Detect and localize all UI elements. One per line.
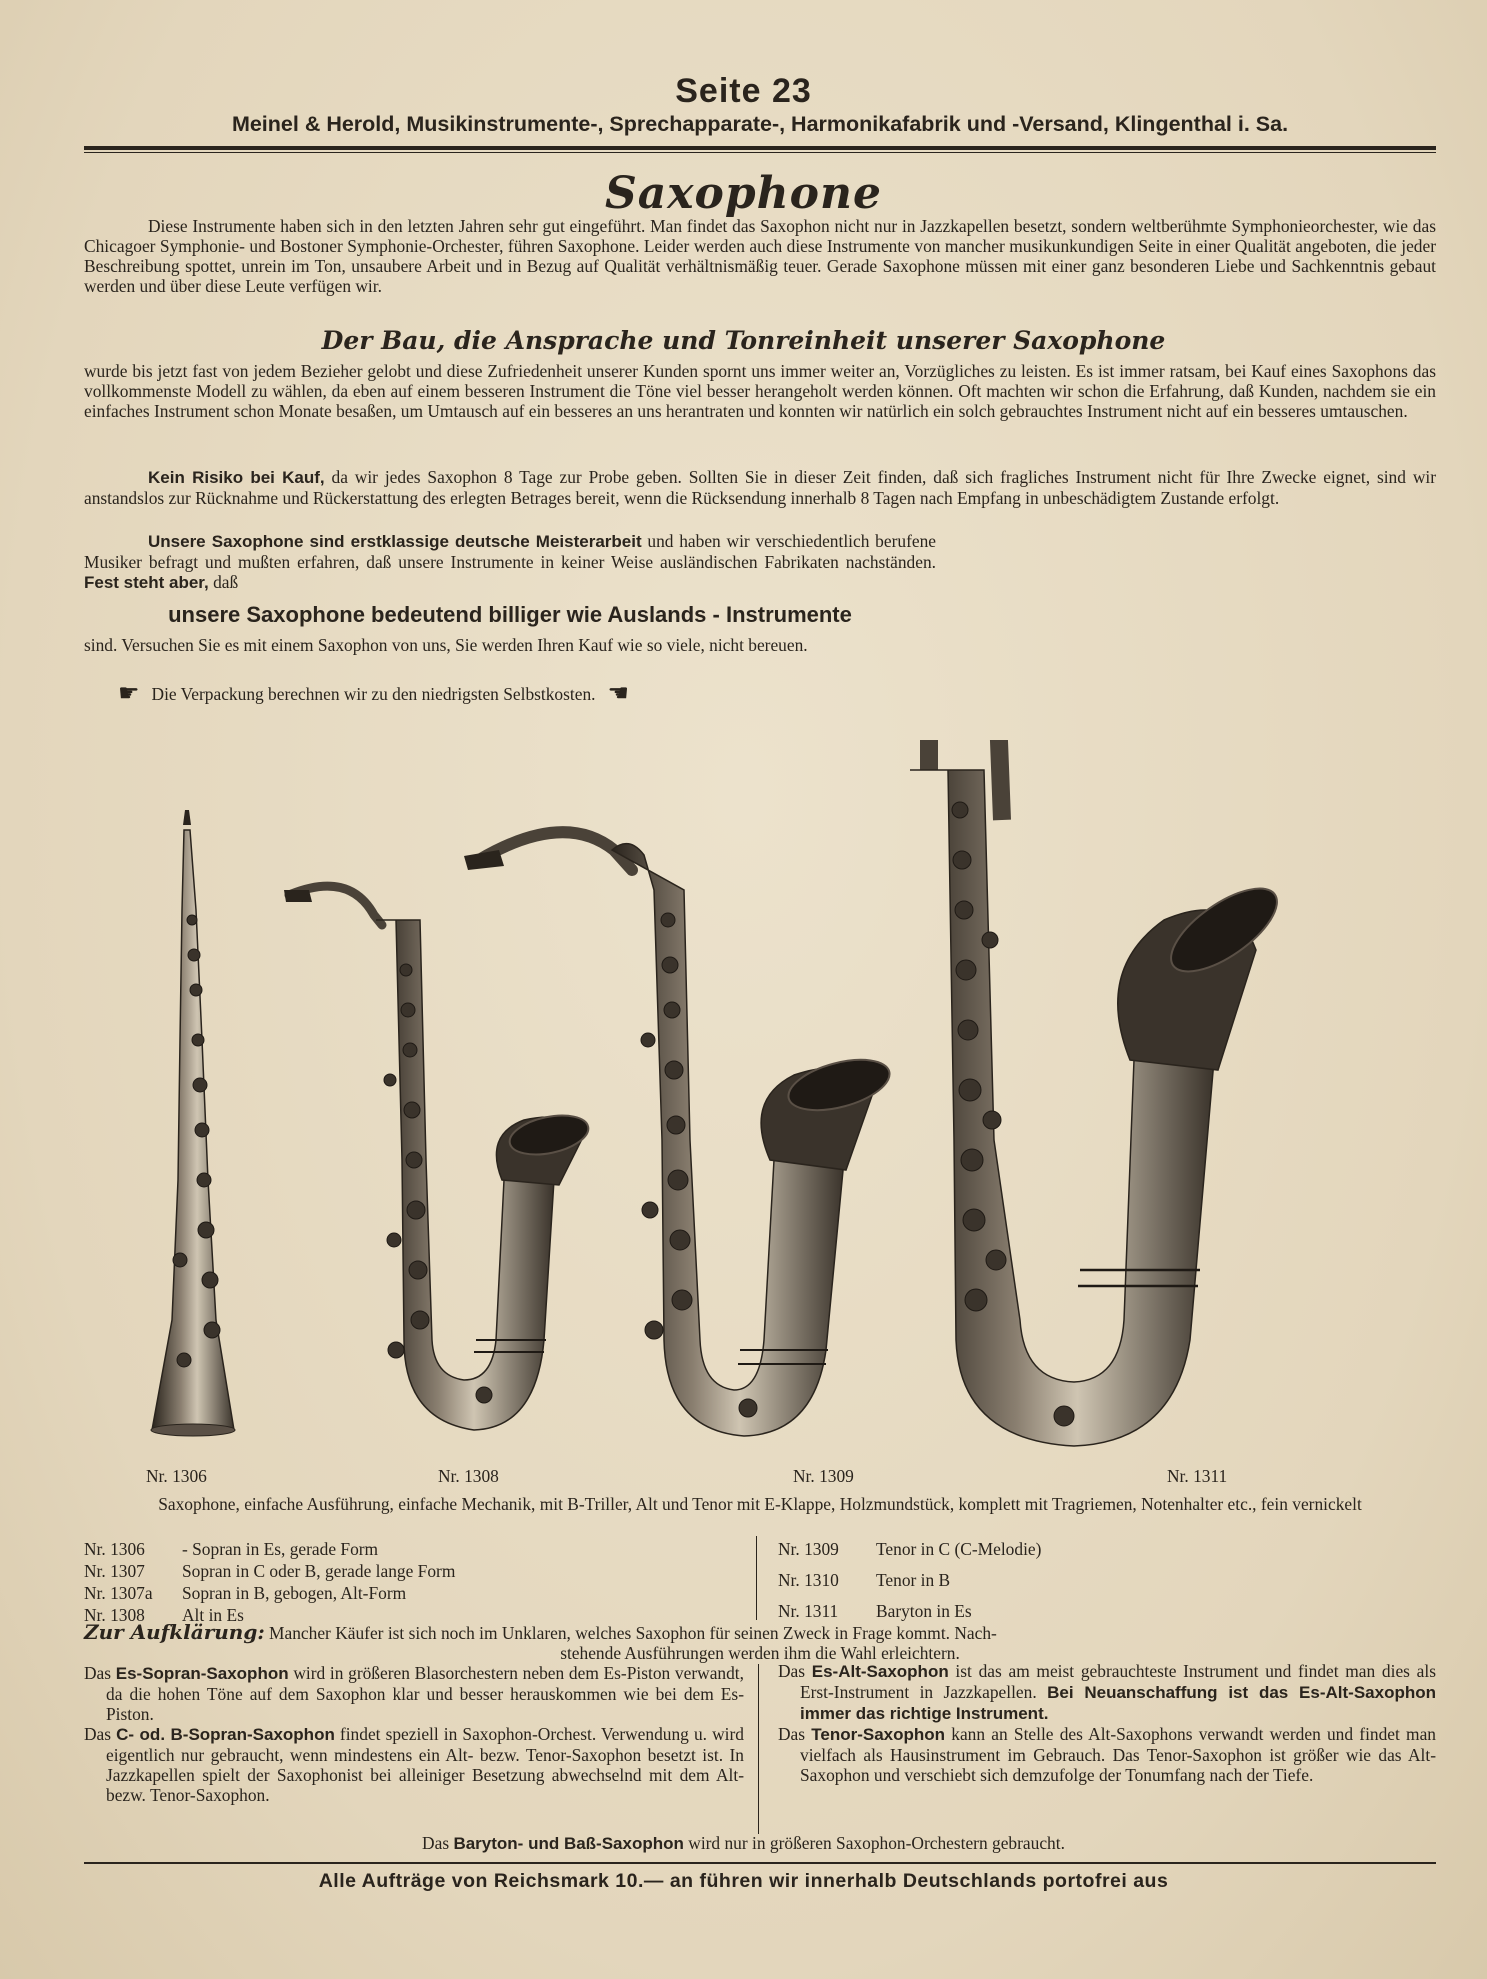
packing-text: Die Verpackung berechnen wir zu den niedrigsten Selbstkosten. [151,683,596,704]
models-divider [756,1536,757,1620]
model-row [778,1534,1041,1565]
quality-text-2: daß [208,572,239,592]
es-soprano-term: Es-Sopran-Saxophon [115,1664,289,1683]
model-number: Nr. 1311 [778,1601,839,1621]
quality-paragraph [84,531,936,593]
model-number: Nr. 1306 [84,1539,145,1559]
header-rule [84,146,1436,150]
models-list-left [84,1538,455,1626]
footer-rule [84,1862,1436,1864]
model-desc: Sopran in C oder B, gerade lange Form [182,1561,456,1581]
clarification-intro [84,1622,1436,1663]
text-span: Das [422,1833,454,1853]
models-list-right [778,1534,1041,1627]
model-number: Nr. 1310 [778,1570,839,1590]
header-rule-thin [84,152,1436,153]
intro-paragraph: Diese Instrumente haben sich in den letzten Jahren sehr gut eingeführt. Man findet das Saxophon nicht nur in Jazzkapellen besetzt, sondern weltberühmte Symphonieorchester, wie das Chicagoer Symphonie- und Bostoner Symphonie-Orchester, führen Saxophone. Leider werden auch diese Instrumente von mancher musikunkundigen Seite in einer Qualität angeboten, die jeder Beschreibung spottet, unrein im Ton, unsaubere Arbeit und in Bezug auf Qualität verhältnismäßig teuer. Gerade Saxophone müssen mit einer ganz besonderen Liebe und Sachkenntnis gebaut werden und über diese Leute verfügen wir. [84,216,1436,296]
model-row [84,1538,455,1560]
risk-paragraph [84,467,1436,508]
model-description: Saxophone, einfache Ausführung, einfache Mechanik, mit B-Triller, Alt und Tenor mit E-Klappe, Holzmundstück, komplett mit Tragriemen, Notenhalter etc., fein vernickelt [158,1494,1362,1514]
text-span: Das [778,1661,812,1681]
recommendation: Bei Neuanschaffung ist das Es-Alt-Saxophon immer das richtige Instrument. [800,1683,1436,1723]
c-b-soprano-paragraph [84,1724,744,1805]
model-desc: Baryton in Es [876,1601,972,1621]
clarification-label: Zur Aufklärung: [84,1620,265,1644]
caption-1308: Nr. 1308 [438,1466,499,1486]
text-span: Das [84,1663,116,1683]
column-divider [758,1664,759,1834]
model-desc: Sopran in B, gebogen, Alt-Form [182,1583,407,1603]
caption-1309: Nr. 1309 [793,1466,854,1486]
tenor-paragraph [778,1724,1436,1785]
section-heading: Der Bau, die Ansprache und Tonreinheit unserer Saxophone [321,326,1166,355]
model-row [84,1560,455,1582]
model-number: Nr. 1308 [84,1605,145,1625]
soprano-saxophone-1306 [151,810,235,1436]
price-claim: unsere Saxophone bedeutend billiger wie Auslands - Instrumente [168,602,852,627]
pointing-hand-icon: ☛ [118,681,140,707]
text-span: Das [778,1724,812,1744]
company-line: Meinel & Herold, Musikinstrumente-, Sprechapparate-, Harmonikafabrik und -Versand, Klingenthal i. Sa. [231,112,1289,136]
explanation-right-column [778,1661,1436,1785]
risk-text: da wir jedes Saxophon 8 Tage zur Probe geben. Sollten Sie in dieser Zeit finden, daß sich fragliches Instrument nicht für Ihre Zwecke eignet, sind wir anstandslos zur Rücknahme und Rückerstattung des erlegten Betrages bereit, wenn die Rücksendung innerhalb 8 Tagen nach Empfang in unbeschädigtem Zustande erfolgt. [84,467,1436,508]
baritone-bass-note [0,1833,1487,1854]
quality-text: und haben wir verschiedentlich berufene Musiker befragt und mußten erfahren, daß unsere Instrumente in keiner Weise ausländischen Fabrikaten nachständen. [84,531,936,572]
caption-1306: Nr. 1306 [146,1466,207,1486]
model-row [84,1582,455,1604]
model-desc: - Sopran in Es, gerade Form [182,1539,379,1559]
quality-bold: Unsere Saxophone sind erstklassige deutsche Meisterarbeit [148,532,642,551]
es-soprano-paragraph [84,1663,744,1724]
model-number: Nr. 1307 [84,1561,145,1581]
caption-1311: Nr. 1311 [1167,1466,1228,1486]
tenor-term: Tenor-Saxophon [811,1725,946,1744]
explanation-left-column [84,1663,744,1805]
pointing-hand-left-icon: ☚ [607,681,630,707]
packing-note [118,682,629,706]
text-span: wird in größeren Blasorchestern neben dem Es-Piston verwandt, da die hohen Töne auf dem Saxophon klar und besser herauskommen wie bei dem Es-Piston. [106,1663,744,1724]
clarification-line-2: stehende Ausführungen werden ihm die Wahl erleichtern. [560,1643,960,1663]
es-alto-term: Es-Alt-Saxophon [811,1662,949,1681]
alto-saxophone-1308 [284,886,592,1430]
model-desc: Alt in Es [182,1605,244,1625]
shipping-footer: Alle Aufträge von Reichsmark 10.— an führen wir innerhalb Deutschlands portofrei aus [318,1870,1169,1892]
text-span: findet speziell in Saxophon-Orchest. Verwendung u. wird eigentlich nur gebraucht, wenn mindestens ein Alt- bezw. Tenor-Saxophon besetzt ist. In Jazzkapellen spielt der Saxophonist bei alleiniger Besetzung abwechselnd mit dem Alt- bezw. Tenor-Saxophon. [106,1724,744,1805]
main-title: Saxophone [605,168,882,219]
saxophone-illustrations-svg [84,740,1436,1460]
es-alto-paragraph [778,1661,1436,1724]
baritone-bass-term: Baryton- und Baß-Saxophon [453,1834,684,1853]
risk-bold: Kein Risiko bei Kauf, [148,468,325,487]
page-number: Seite 23 [675,72,812,110]
model-row [778,1565,1041,1596]
text-span: wird nur in größeren Saxophon-Orchestern gebraucht. [683,1833,1065,1853]
construction-paragraph: wurde bis jetzt fast von jedem Bezieher gelobt und diese Zufriedenheit unserer Kunden spornt uns immer weiter an, Vorzügliches zu leisten. Es ist immer ratsam, bei Kauf eines Saxophons das vollkommenste Modell zu wählen, da eben auf einem besseren Instrument die Töne viel besser herangeholt werden können. Oft machten wir schon die Erfahrung, daß Kunden, nachdem sie ein einfaches Instrument schon Monate besaßen, um Umtausch auf ein besseres an uns herantraten und konnten wir natürlich ein solch gebrauchtes Instrument nicht auf ein besseres umtauschen. [84,361,1436,421]
model-desc: Tenor in B [876,1570,951,1590]
model-desc: Tenor in C (C-Melodie) [876,1539,1042,1559]
closing-paragraph: sind. Versuchen Sie es mit einem Saxophon von uns, Sie werden Ihren Kauf wie so viele, nicht bereuen. [84,635,808,655]
c-b-soprano-term: C- od. B-Sopran-Saxophon [116,1725,335,1744]
saxophone-illustrations [84,740,1436,1460]
clarification-line-1: Mancher Käufer ist sich noch im Unklaren, welches Saxophon für seinen Zweck in Frage kommt. Nach- [264,1623,997,1643]
text-span: kann an Stelle des Alt-Saxophons verwandt werden und findet man vielfach als Hausinstrument im Gebrauch. Das Tenor-Saxophon ist größer wie das Alt-Saxophon und verschiebt sich demzufolge der Tonumfang nach der Tiefe. [800,1724,1436,1785]
text-span: Das [84,1724,117,1744]
model-number: Nr. 1307a [84,1583,153,1603]
model-number: Nr. 1309 [778,1539,839,1559]
text-span: ist das am meist gebrauchteste Instrument und findet man dies als Erst-Instrument in Jazzkapellen. [800,1661,1436,1702]
quality-bold-2: Fest steht aber, [84,573,209,592]
